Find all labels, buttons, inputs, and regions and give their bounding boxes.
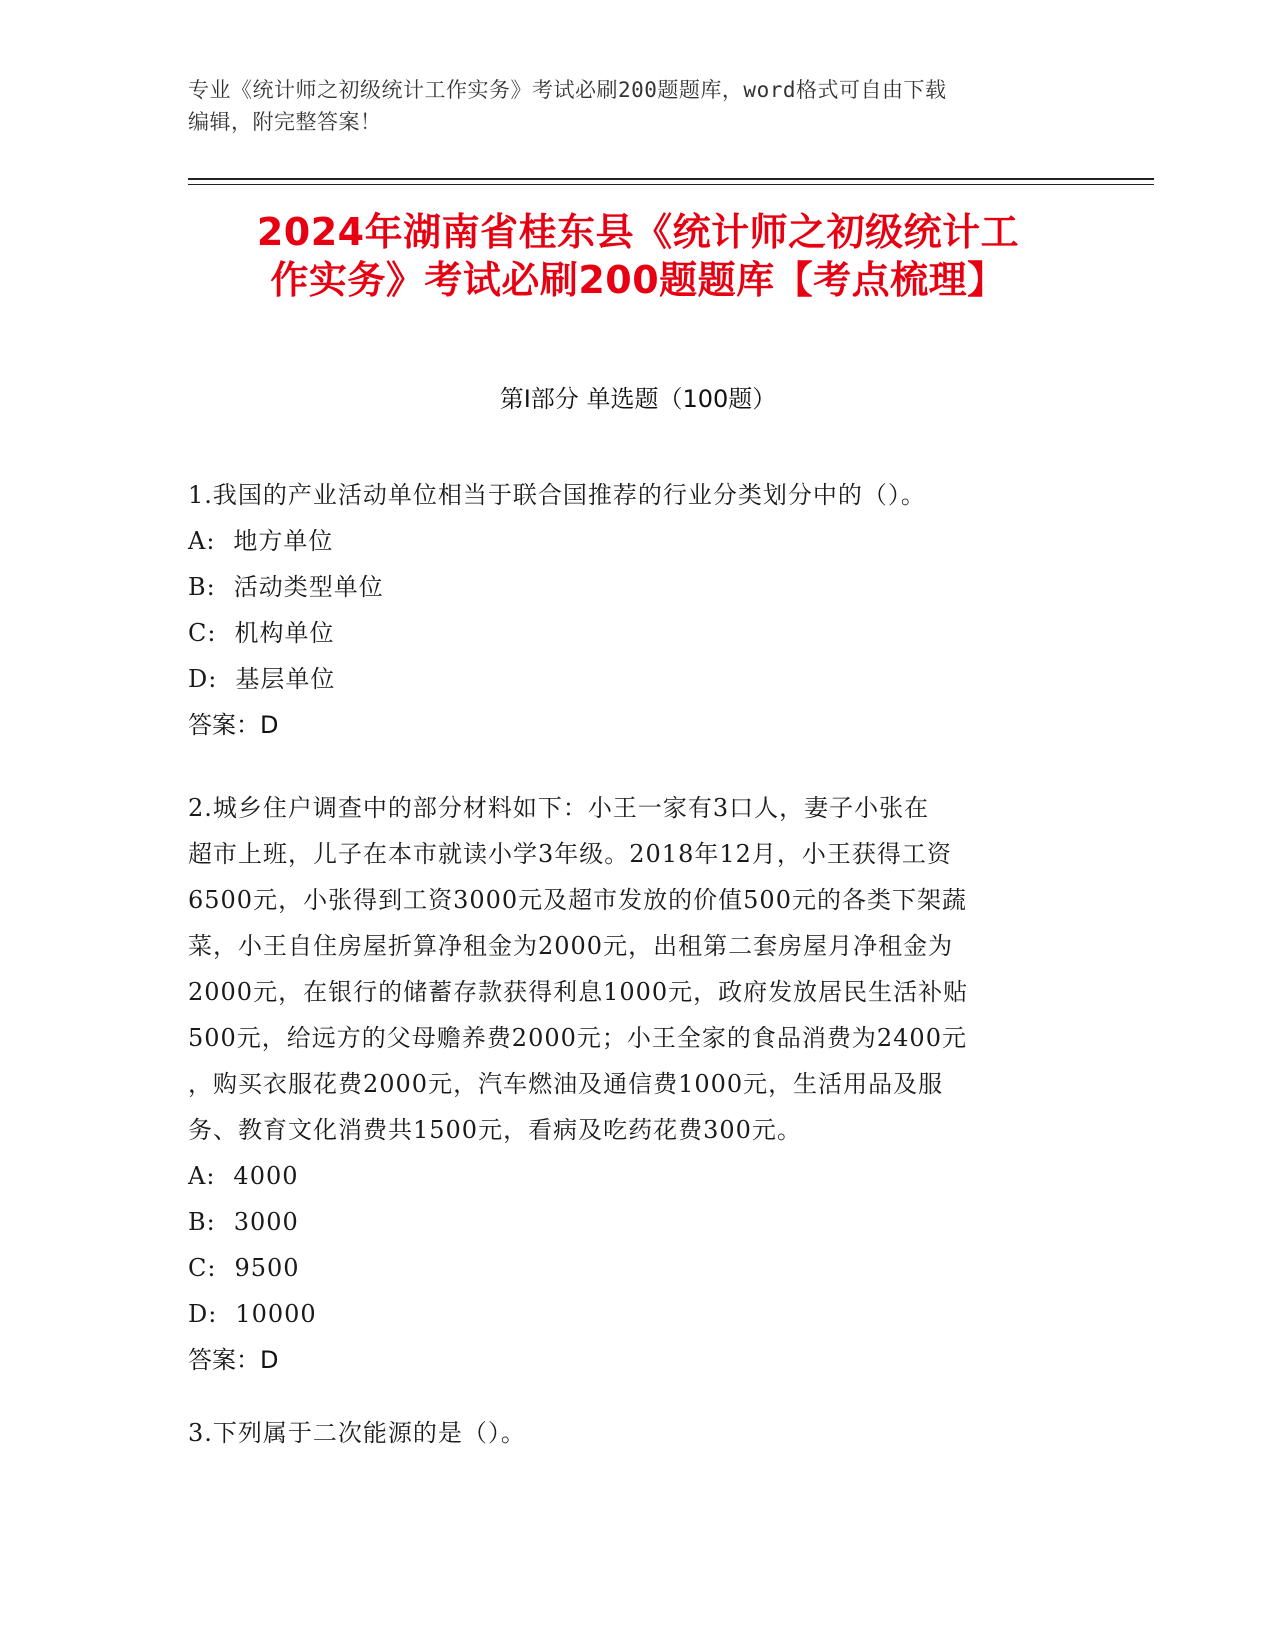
option-b bbox=[188, 564, 1088, 610]
header-note-line2: 编辑，附完整答案！ bbox=[188, 110, 382, 134]
question-3 bbox=[188, 1410, 1088, 1456]
question-stem: 3.下列属于二次能源的是（）。 bbox=[188, 1419, 526, 1447]
option-text: 机构单位 bbox=[234, 619, 335, 647]
option-text: 地方单位 bbox=[233, 527, 334, 555]
option-letter: A: bbox=[188, 1162, 216, 1190]
option-a bbox=[188, 1153, 1088, 1199]
question-stem-line: 2000元，在银行的储蓄存款获得利息1000元，政府发放居民生活补贴 bbox=[188, 978, 969, 1006]
section-title: 第Ⅰ部分 单选题（100题） bbox=[499, 385, 777, 413]
header-rule-thin bbox=[188, 184, 1154, 185]
document-title-line2: 作实务》考试必刷200题题库【考点梳理】 bbox=[270, 258, 1006, 302]
header-rule-thick bbox=[188, 178, 1154, 180]
option-letter: C: bbox=[188, 1254, 217, 1282]
question-stem-line: 500元，给远方的父母赡养费2000元；小王全家的食品消费为2400元 bbox=[188, 1024, 967, 1052]
option-letter: A: bbox=[188, 527, 216, 555]
question-stem-line: 超市上班，儿子在本市就读小学3年级。2018年12月，小王获得工资 bbox=[188, 840, 952, 868]
question-1 bbox=[188, 472, 1088, 748]
question-stem-line: 务、教育文化消费共1500元，看病及吃药花费300元。 bbox=[188, 1116, 802, 1144]
answer: 答案：D bbox=[188, 1346, 279, 1374]
option-a bbox=[188, 518, 1088, 564]
option-text: 4000 bbox=[233, 1162, 299, 1190]
option-d bbox=[188, 656, 1088, 702]
question-stem-line: 2.城乡住户调查中的部分材料如下：小王一家有3口人，妻子小张在 bbox=[188, 794, 930, 822]
header-note bbox=[188, 74, 1088, 138]
option-d bbox=[188, 1291, 1088, 1337]
answer: 答案：D bbox=[188, 711, 279, 739]
header-note-line1: 专业《统计师之初级统计工作实务》考试必刷200题题库，word格式可自由下载 bbox=[188, 78, 947, 102]
option-text: 活动类型单位 bbox=[233, 573, 384, 601]
question-stem-line: 6500元，小张得到工资3000元及超市发放的价值500元的各类下架蔬 bbox=[188, 886, 967, 914]
option-text: 基层单位 bbox=[235, 665, 336, 693]
option-letter: D: bbox=[188, 665, 218, 693]
option-text: 10000 bbox=[235, 1300, 317, 1328]
option-letter: B: bbox=[188, 1208, 216, 1236]
option-letter: C: bbox=[188, 619, 217, 647]
document-title-line1: 2024年湖南省桂东县《统计师之初级统计工 bbox=[256, 210, 1020, 254]
option-text: 3000 bbox=[233, 1208, 299, 1236]
question-stem-line: ，购买衣服花费2000元，汽车燃油及通信费1000元，生活用品及服 bbox=[188, 1070, 944, 1098]
option-c bbox=[188, 610, 1088, 656]
option-text: 9500 bbox=[234, 1254, 300, 1282]
question-stem-line: 菜，小王自住房屋折算净租金为2000元，出租第二套房屋月净租金为 bbox=[188, 932, 954, 960]
option-letter: B: bbox=[188, 573, 216, 601]
document-title bbox=[188, 208, 1088, 304]
question-2 bbox=[188, 785, 1088, 1383]
question-stem: 1.我国的产业活动单位相当于联合国推荐的行业分类划分中的（）。 bbox=[188, 481, 926, 509]
option-c bbox=[188, 1245, 1088, 1291]
option-b bbox=[188, 1199, 1088, 1245]
option-letter: D: bbox=[188, 1300, 218, 1328]
